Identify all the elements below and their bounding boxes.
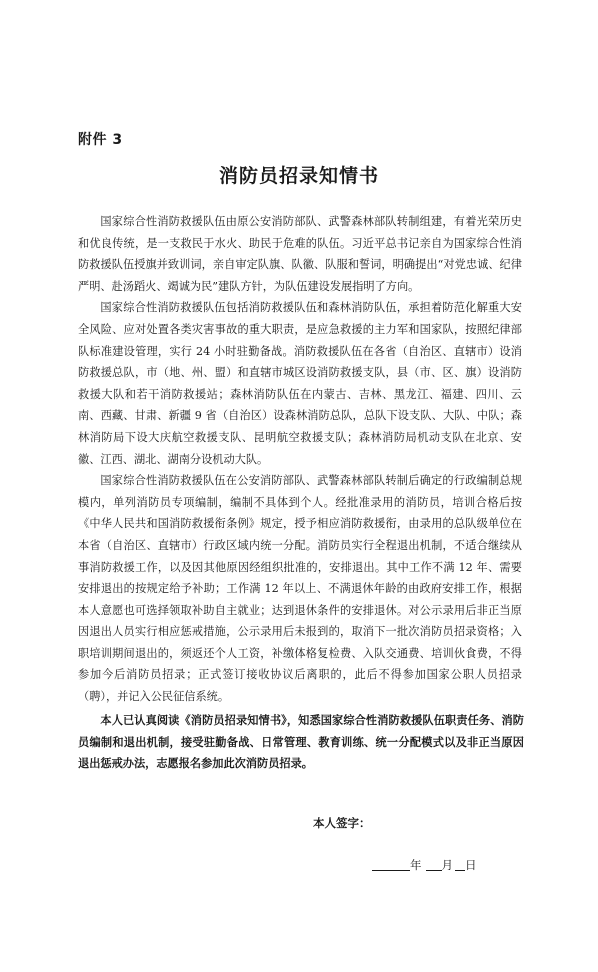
month-label: 月 [441,858,453,872]
signature-label: 本人签字： [313,816,371,830]
day-blank [455,857,465,871]
year-blank [372,857,410,871]
date-line [372,857,477,873]
paragraph-duties: 国家综合性消防救援队伍包括消防救援队伍和森林消防队伍，承担着防范化解重大安全风险、应对处置各类灾害事故的重大职责，是应急救援的主力军和国家队，按照纪律部队标准建设管理，实行 24 小时驻勤备战。消防救援队伍在各省（自治区、直辖市）设消防救援总队，市（地、州、盟）和直辖市城区设消防救援支队，县（市、区、旗）设消防救援大队和若干消防救援站；森林消防队伍在内蒙古、吉林、黑龙江、福建、四川、云南、西藏、甘肃、新疆 9 省（自治区）设森林消防总队，总队下设支队、大队、中队；森林消防局下设大庆航空救援支队、昆明航空救援支队；森林消防局机动支队在北京、安徽、江西、湖北、湖南分设机动大队。 [78,301,522,466]
attachment-label: 附件 3 [78,132,123,148]
month-blank [426,857,442,871]
paragraph-intro: 国家综合性消防救援队伍由原公安消防部队、武警森林部队转制组建，有着光荣历史和优良传统，是一支救民于水火、助民于危难的队伍。习近平总书记亲自为国家综合性消防救援队伍授旗并致训词，亲自审定队旗、队徽、队服和誓词，明确提出“对党忠诚、纪律严明、赴汤蹈火、竭诚为民”建队方针，为队伍建设发展指明了方向。 [78,215,522,293]
paragraph-staffing: 国家综合性消防救援队伍在公安消防部队、武警森林部队转制后确定的行政编制总规模内，单列消防员专项编制，编制不具体到个人。经批准录用的消防员，培训合格后按《中华人民共和国消防救援衔条例》规定，授予相应消防救援衔，由录用的总队级单位在本省（自治区、直辖市）行政区域内统一分配。消防员实行全程退出机制，不适合继续从事消防救援工作，以及因其他原因经组织批准的，安排退出。其中工作不满 12 年、需要安排退出的按规定给予补助；工作满 12 年以上、不满退休年龄的由政府安排工作，根据本人意愿也可选择领取补助自主就业；达到退休条件的安排退休。对公示录用后非正当原因退出人员实行相应惩戒措施，公示录用后未报到的，取消下一批次消防员招录资格；入职培训期间退出的，须返还个人工资，补缴体格复检费、入队交通费、培训伙食费，不得参加今后消防员招录；正式签订接收协议后离职的，此后不得参加国家公职人员招录（聘），并记入公民征信系统。 [78,474,522,704]
year-label: 年 [410,858,422,872]
day-label: 日 [465,858,477,872]
document-body [78,211,522,708]
pledge-statement [78,710,524,775]
pledge-text: 本人已认真阅读《消防员招录知情书》，知悉国家综合性消防救援队伍职责任务、消防员编制和退出机制，接受驻勤备战、日常管理、教育训练、统一分配模式以及非正当原因退出惩戒办法，志愿报名参加此次消防员招录。 [78,714,524,770]
document-title: 消防员招录知情书 [218,165,379,187]
